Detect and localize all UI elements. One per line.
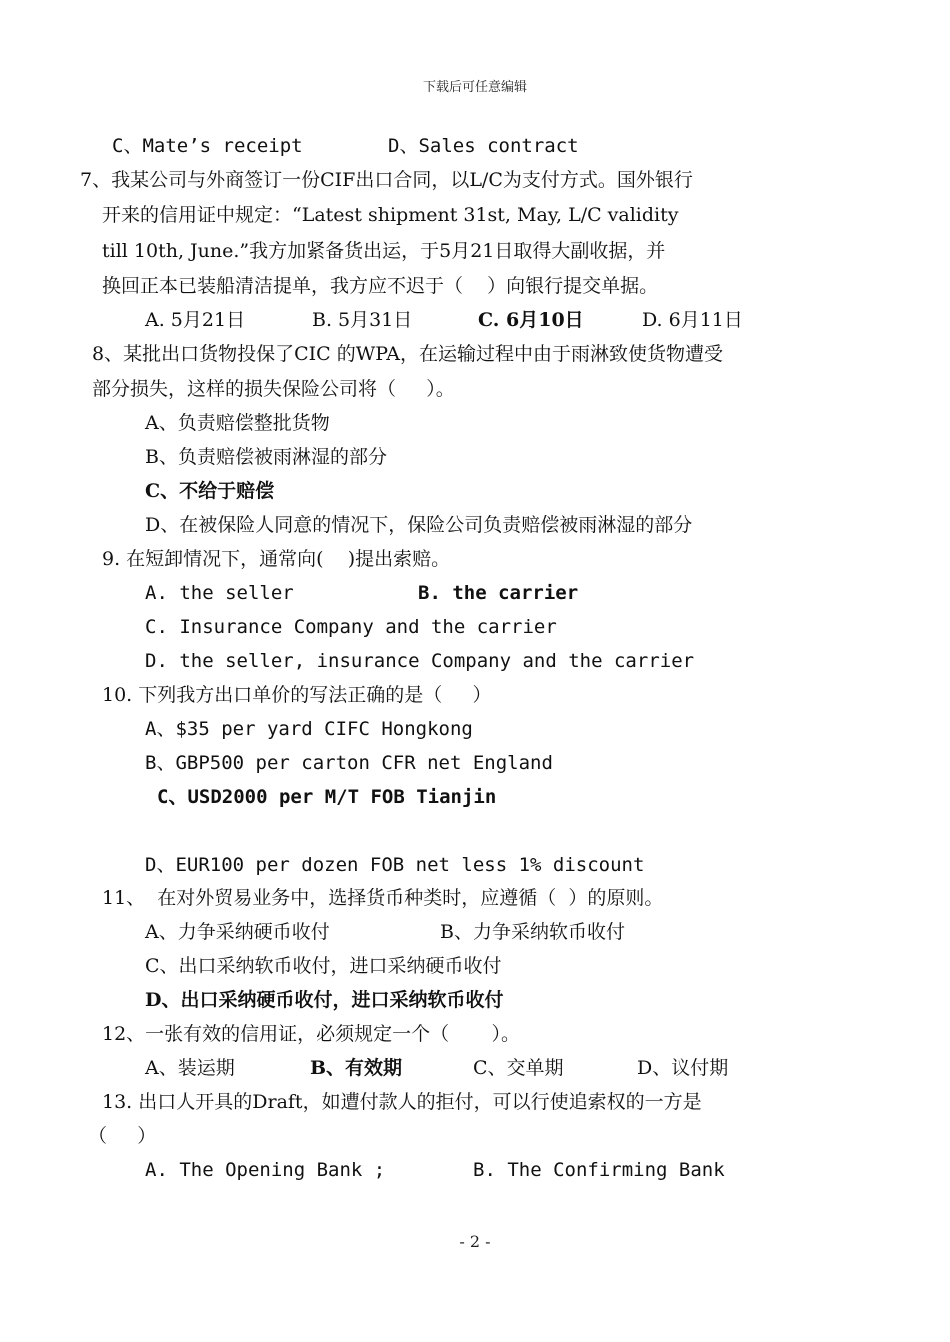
q9-option-a: A. the seller bbox=[145, 582, 294, 604]
q11-option-c: C、出口采纳软币收付，进口采纳硬币收付 bbox=[145, 955, 502, 977]
q7-stem-line-3: till 10th, June.”我方加紧备货出运，于5月21日取得大副收据，并 bbox=[102, 240, 666, 262]
q9-option-b-answer: B. the carrier bbox=[418, 582, 579, 604]
q10-option-b: B、GBP500 per carton CFR net England bbox=[145, 752, 553, 774]
q11-option-d-answer: D、出口采纳硬币收付，进口采纳软币收付 bbox=[145, 989, 504, 1011]
q8-option-a: A、负责赔偿整批货物 bbox=[145, 412, 330, 434]
page-header: 下载后可任意编辑 bbox=[422, 80, 527, 95]
page-number: - 2 - bbox=[459, 1232, 491, 1251]
q13-stem-line-1: 13. 出口人开具的Draft，如遭付款人的拒付，可以行使追索权的一方是 bbox=[102, 1091, 702, 1113]
q7-stem-line-1: 7、我某公司与外商签订一份CIF出口合同，以L/C为支付方式。国外银行 bbox=[80, 169, 693, 191]
q9-stem: 9. 在短卸情况下，通常向( )提出索赔。 bbox=[102, 548, 451, 570]
q8-option-b: B、负责赔偿被雨淋湿的部分 bbox=[145, 446, 387, 468]
q12-option-a: A、装运期 bbox=[145, 1057, 235, 1079]
q7-option-c-answer: C. 6月10日 bbox=[478, 309, 584, 331]
q8-stem-line-1: 8、某批出口货物投保了CIC 的WPA，在运输过程中由于雨淋致使货物遭受 bbox=[92, 343, 724, 365]
q7-stem-line-2: 开来的信用证中规定：“Latest shipment 31st, May, L/C validity bbox=[102, 204, 679, 226]
q8-option-c-answer: C、不给于赔偿 bbox=[145, 480, 275, 502]
q8-option-d: D、在被保险人同意的情况下，保险公司负责赔偿被雨淋湿的部分 bbox=[145, 514, 693, 536]
q12-option-c: C、交单期 bbox=[473, 1057, 564, 1079]
q10-option-a: A、$35 per yard CIFC Hongkong bbox=[145, 718, 473, 740]
q12-option-b-answer: B、有效期 bbox=[310, 1057, 403, 1079]
q7-option-b: B. 5月31日 bbox=[312, 309, 413, 331]
q6-option-d: D、Sales contract bbox=[388, 135, 579, 157]
q12-option-d: D、议付期 bbox=[637, 1057, 729, 1079]
q12-stem: 12、一张有效的信用证，必须规定一个（ ）。 bbox=[102, 1023, 520, 1045]
q10-stem: 10. 下列我方出口单价的写法正确的是（ ） bbox=[102, 684, 492, 706]
q9-option-c: C. Insurance Company and the carrier bbox=[145, 616, 557, 638]
q10-option-c-answer: C、USD2000 per M/T FOB Tianjin bbox=[157, 786, 497, 808]
q6-option-c: C、Mate’s receipt bbox=[112, 135, 303, 157]
q8-stem-line-2: 部分损失，这样的损失保险公司将（ ）。 bbox=[92, 378, 455, 400]
q7-option-d: D. 6月11日 bbox=[642, 309, 743, 331]
q13-option-b: B. The Confirming Bank bbox=[473, 1159, 725, 1181]
q10-option-d: D、EUR100 per dozen FOB net less 1% discount bbox=[145, 854, 645, 876]
q11-option-a: A、力争采纳硬币收付 bbox=[145, 921, 330, 943]
q13-option-a: A. The Opening Bank ; bbox=[145, 1159, 386, 1181]
q11-stem: 11、 在对外贸易业务中，选择货币种类时，应遵循（ ）的原则。 bbox=[102, 887, 664, 909]
q7-option-a: A. 5月21日 bbox=[145, 309, 246, 331]
q11-option-b: B、力争采纳软币收付 bbox=[440, 921, 625, 943]
q7-stem-line-4: 换回正本已装船清洁提单，我方应不迟于（ ）向银行提交单据。 bbox=[102, 275, 659, 297]
q9-option-d: D. the seller, insurance Company and the carrier bbox=[145, 650, 695, 672]
q13-stem-line-2: （ ） bbox=[88, 1125, 157, 1147]
